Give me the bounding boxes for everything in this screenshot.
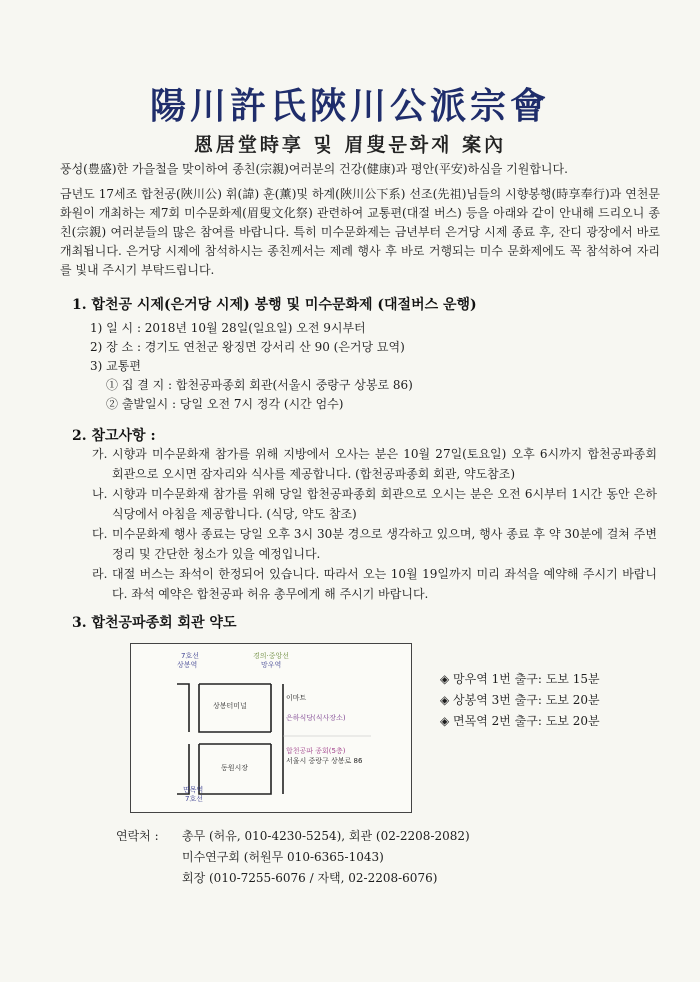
section2-heading: 2. 참고사항 : — [72, 428, 156, 444]
note-text: 대절 버스는 좌석이 한정되어 있습니다. 따라서 오는 10월 19일까지 미리 좌석을 예약해 주시기 바랍니다. 좌석 예약은 합천공파 허유 총무에게 해 주시기 바랍니다. — [112, 567, 657, 601]
location-map — [130, 643, 412, 813]
page-subtitle: 恩居堂時享 및 眉叟문화재 案內 — [193, 134, 507, 156]
note-text: 시향과 미수문화재 참가를 위해 당일 합천공파종회 회관으로 오시는 분은 오전 6시부터 1시간 동안 은하식당에서 아침을 제공합니다. (식당, 약도 참조) — [112, 487, 657, 521]
map-market: 동원시장 — [221, 764, 249, 772]
note-item — [92, 444, 657, 484]
note-key: 라. — [92, 567, 108, 581]
section1-heading: 1. 합천공 시제(은거당 시제) 봉행 및 미수문화제 (대절버스 운행) — [72, 297, 477, 313]
page-title: 陽川許氏陜川公派宗會 — [149, 85, 550, 127]
road-line — [177, 684, 189, 732]
intro-greeting: 풍성(豊盛)한 가을철을 맞이하여 종친(宗親)여러분의 건강(健康)과 평안(平安)하심을 기원합니다. — [60, 162, 568, 176]
legend-item: ◈ 망우역 1번 출구: 도보 15분 — [440, 672, 600, 686]
note-key: 나. — [92, 487, 108, 501]
section1-place: 2) 장 소 : 경기도 연천군 왕징면 강서리 산 90 (은거당 묘역) — [90, 340, 405, 354]
section1-meeting: ① 집 결 지 : 합천공파종회 회관(서울시 중랑구 상봉로 86) — [106, 378, 413, 392]
map-line7-bottom: 7호선 — [185, 795, 203, 803]
legend-item: ◈ 상봉역 3번 출구: 도보 20분 — [440, 693, 600, 707]
intro-body-block — [60, 185, 660, 280]
legend-item: ◈ 면목역 2번 출구: 도보 20분 — [440, 714, 600, 728]
map-hall-name: 합천공파 종회(5층) — [286, 747, 346, 755]
map-emart: 이마트 — [286, 694, 307, 702]
note-item — [92, 564, 657, 604]
intro-block — [60, 160, 660, 179]
map-eunha-restaurant: 은하식당(식사장소) — [286, 714, 346, 722]
section1-transport: 3) 교통편 — [90, 359, 141, 373]
map-myeonmok-station: 면목역 — [183, 786, 204, 794]
map-hall-address: 서울시 중랑구 상봉로 86 — [286, 757, 363, 765]
intro-body: 금년도 17세조 합천공(陜川公) 휘(諱) 훈(薰)및 하계(陜川公下系) 선조(先祖)님들의 시향봉행(時享奉行)과 연천문화원이 개최하는 제7회 미수문화제(眉叟文化祭) 관련하여 교통편(대절 버스) 등을 아래와 같이 안내해 드리오니 종친(宗親) 여러분들의 많은 참여를 바랍니다. 특히 미수문화제는 금년부터 은거당 시제 종료 후, 잔디 광장에서 바로 개최됩니다. 은거당 시제에 참석하시는 종친께서는 제례 행사 후 바로 거행되는 미수 문화제에도 꼭 참석하여 자리를 빛내 주시기 부탁드립니다. — [60, 187, 660, 277]
note-key: 다. — [92, 527, 108, 541]
section1-date: 1) 일 시 : 2018년 10월 28일(일요일) 오전 9시부터 — [90, 321, 366, 335]
note-text: 시향과 미수문화재 참가를 위해 지방에서 오사는 분은 10월 27일(토요일) 오후 6시까지 합천공파종회 회관으로 오시면 잠자리와 식사를 제공합니다. (합천공파종회 회관, 약도참조) — [112, 447, 657, 481]
map-gyeongui-line: 경의·중앙선 — [253, 652, 290, 660]
section1-departure: ② 출발일시 : 당일 오전 7시 정각 (시간 엄수) — [106, 397, 344, 411]
note-item — [92, 484, 657, 524]
section3-heading: 3. 합천공파종회 회관 약도 — [72, 615, 237, 631]
map-line7-top: 7호선 — [181, 652, 199, 660]
contact-line2: 미수연구회 (허원무 010-6365-1043) — [182, 850, 384, 864]
map-terminal: 상봉터미널 — [213, 702, 247, 710]
contact-line1: 총무 (허유, 010-4230-5254), 회관 (02-2208-2082) — [182, 829, 470, 843]
note-text: 미수문화제 행사 종료는 당일 오후 3시 30분 경으로 생각하고 있으며, 행사 종료 후 약 30분에 걸쳐 주변 정리 및 간단한 청소가 있을 예정입니다. — [112, 527, 657, 561]
note-key: 가. — [92, 447, 108, 461]
contact-label: 연락처 : — [116, 829, 159, 843]
map-mangu-station: 망우역 — [261, 661, 282, 669]
map-sangbong-station: 상봉역 — [177, 661, 198, 669]
contact-line3: 회장 (010-7255-6076 / 자택, 02-2208-6076) — [182, 871, 438, 885]
note-item — [92, 524, 657, 564]
